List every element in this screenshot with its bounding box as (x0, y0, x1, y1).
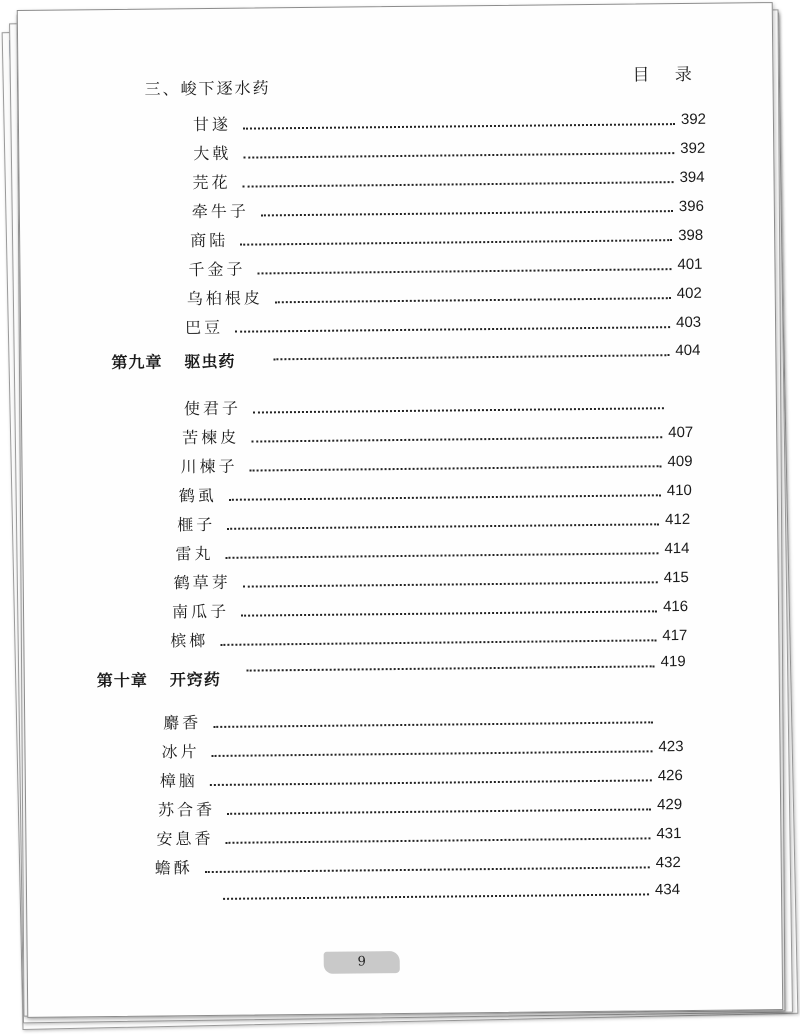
dot-leader (210, 779, 652, 786)
dot-leader (223, 893, 649, 899)
dot-leader (243, 181, 674, 188)
toc-entry[interactable] (170, 622, 696, 652)
entry-page: 394 (679, 168, 705, 187)
entry-name: 乌桕根皮 (186, 288, 263, 309)
entry-page: 429 (657, 796, 683, 814)
entry-name: 樟脑 (159, 771, 198, 791)
entry-name: 鹤草芽 (173, 572, 231, 593)
entry-page: 434 (654, 881, 681, 899)
toc-entry[interactable] (193, 106, 715, 135)
entry-name: 雷丸 (175, 543, 214, 564)
dot-leader (229, 494, 661, 501)
entry-name: 大戟 (193, 143, 232, 164)
entry-name: 南瓜子 (171, 601, 230, 622)
entry-name: 商陆 (190, 230, 229, 251)
entry-page: 412 (665, 510, 691, 529)
entry-name: 使君子 (183, 398, 242, 419)
toc-entry[interactable] (184, 390, 704, 419)
toc-entry[interactable] (158, 791, 691, 821)
entry-page: 401 (677, 255, 703, 274)
chapter-heading[interactable] (97, 667, 221, 691)
chapter-number: 第十章 (96, 670, 148, 691)
entry-name: 冰片 (161, 742, 200, 762)
toc-entry[interactable] (187, 280, 711, 309)
entry-page: 410 (666, 481, 692, 500)
entry-page: 423 (658, 738, 684, 756)
dot-leader (243, 581, 658, 587)
toc-entry[interactable] (192, 164, 713, 193)
entry-page: 402 (676, 284, 702, 303)
toc-entry[interactable] (190, 222, 712, 251)
toc-section-heading[interactable] (144, 74, 344, 100)
entry-name: 芫花 (192, 172, 231, 193)
toc-entry[interactable] (177, 506, 699, 535)
toc-entry[interactable] (161, 733, 692, 763)
dot-leader (205, 866, 650, 873)
toc-entry[interactable] (182, 419, 702, 448)
entry-name: 川楝子 (180, 456, 238, 477)
dot-leader (235, 326, 670, 333)
entry-page: 392 (680, 110, 707, 129)
dot-leader (258, 268, 672, 274)
toc-entry[interactable] (172, 593, 697, 622)
toc-entry[interactable] (160, 762, 692, 792)
entry-page: 407 (668, 423, 694, 442)
toc-entry[interactable] (192, 193, 713, 222)
entry-name: 榧子 (177, 514, 216, 535)
toc-entry[interactable] (185, 309, 710, 338)
entry-name: 巴豆 (184, 317, 224, 338)
toc-entry[interactable] (193, 135, 714, 164)
toc-trailing-entry[interactable] (261, 337, 709, 366)
entry-page: 426 (657, 767, 683, 785)
toc-entry[interactable] (156, 820, 690, 850)
entry-name: 蟾酥 (154, 858, 193, 878)
entry-name: 鹤虱 (178, 485, 217, 506)
entry-name: 苦楝皮 (182, 427, 240, 448)
dot-leader (251, 436, 662, 442)
toc-entry[interactable] (188, 251, 711, 280)
toc-page (17, 2, 784, 1018)
dot-leader (227, 808, 651, 814)
section-label: 三、峻下逐水药 (144, 78, 271, 99)
toc-entry[interactable] (180, 448, 701, 477)
entry-page: 417 (662, 626, 688, 645)
entry-page: 392 (680, 139, 706, 158)
page-number: 9 (324, 951, 400, 974)
toc-entry[interactable] (179, 477, 701, 506)
entry-page: 414 (664, 539, 690, 558)
dot-leader (261, 210, 673, 216)
entry-page: 416 (662, 597, 689, 616)
chapter-heading[interactable] (111, 349, 235, 373)
dot-leader (243, 152, 674, 159)
entry-page: 432 (655, 854, 681, 872)
entry-page: 415 (663, 568, 689, 587)
entry-name: 麝香 (163, 713, 202, 733)
dot-leader (247, 665, 655, 671)
dot-leader (225, 552, 658, 559)
entry-name: 安息香 (156, 828, 214, 849)
dot-leader (243, 123, 675, 130)
dot-leader (275, 297, 671, 303)
dot-leader (253, 407, 664, 413)
entry-name: 牵牛子 (191, 201, 249, 222)
running-head: 目 录 (632, 64, 702, 86)
dot-leader (250, 465, 662, 471)
toc-trailing-entry[interactable] (211, 876, 689, 905)
chapter-title: 驱虫药 (184, 351, 236, 372)
toc-trailing-entry[interactable] (234, 648, 694, 677)
dot-leader (212, 750, 653, 757)
dot-leader (241, 610, 657, 616)
entry-name: 千金子 (188, 259, 246, 280)
dot-leader (220, 639, 656, 646)
entry-page: 398 (678, 226, 704, 245)
dot-leader (213, 721, 653, 728)
dot-leader (240, 239, 672, 246)
entry-name: 甘遂 (192, 114, 232, 135)
dot-leader (273, 354, 669, 360)
toc-entry[interactable] (175, 535, 698, 564)
dot-leader (227, 523, 659, 530)
entry-page: 403 (675, 313, 702, 332)
toc-entry[interactable] (174, 564, 698, 593)
entry-page: 396 (678, 197, 704, 216)
entry-page: 419 (660, 653, 686, 671)
chapter-title: 开窍药 (169, 669, 221, 690)
chapter-number: 第九章 (111, 352, 163, 373)
entry-page: 431 (656, 825, 682, 843)
entry-name: 苏合香 (158, 799, 216, 820)
toc-entry[interactable] (155, 849, 690, 879)
entry-page: 404 (675, 341, 701, 360)
dot-leader (225, 837, 650, 843)
toc-entry[interactable] (163, 704, 693, 734)
entry-page: 409 (667, 452, 693, 471)
entry-name: 槟榔 (170, 631, 209, 651)
